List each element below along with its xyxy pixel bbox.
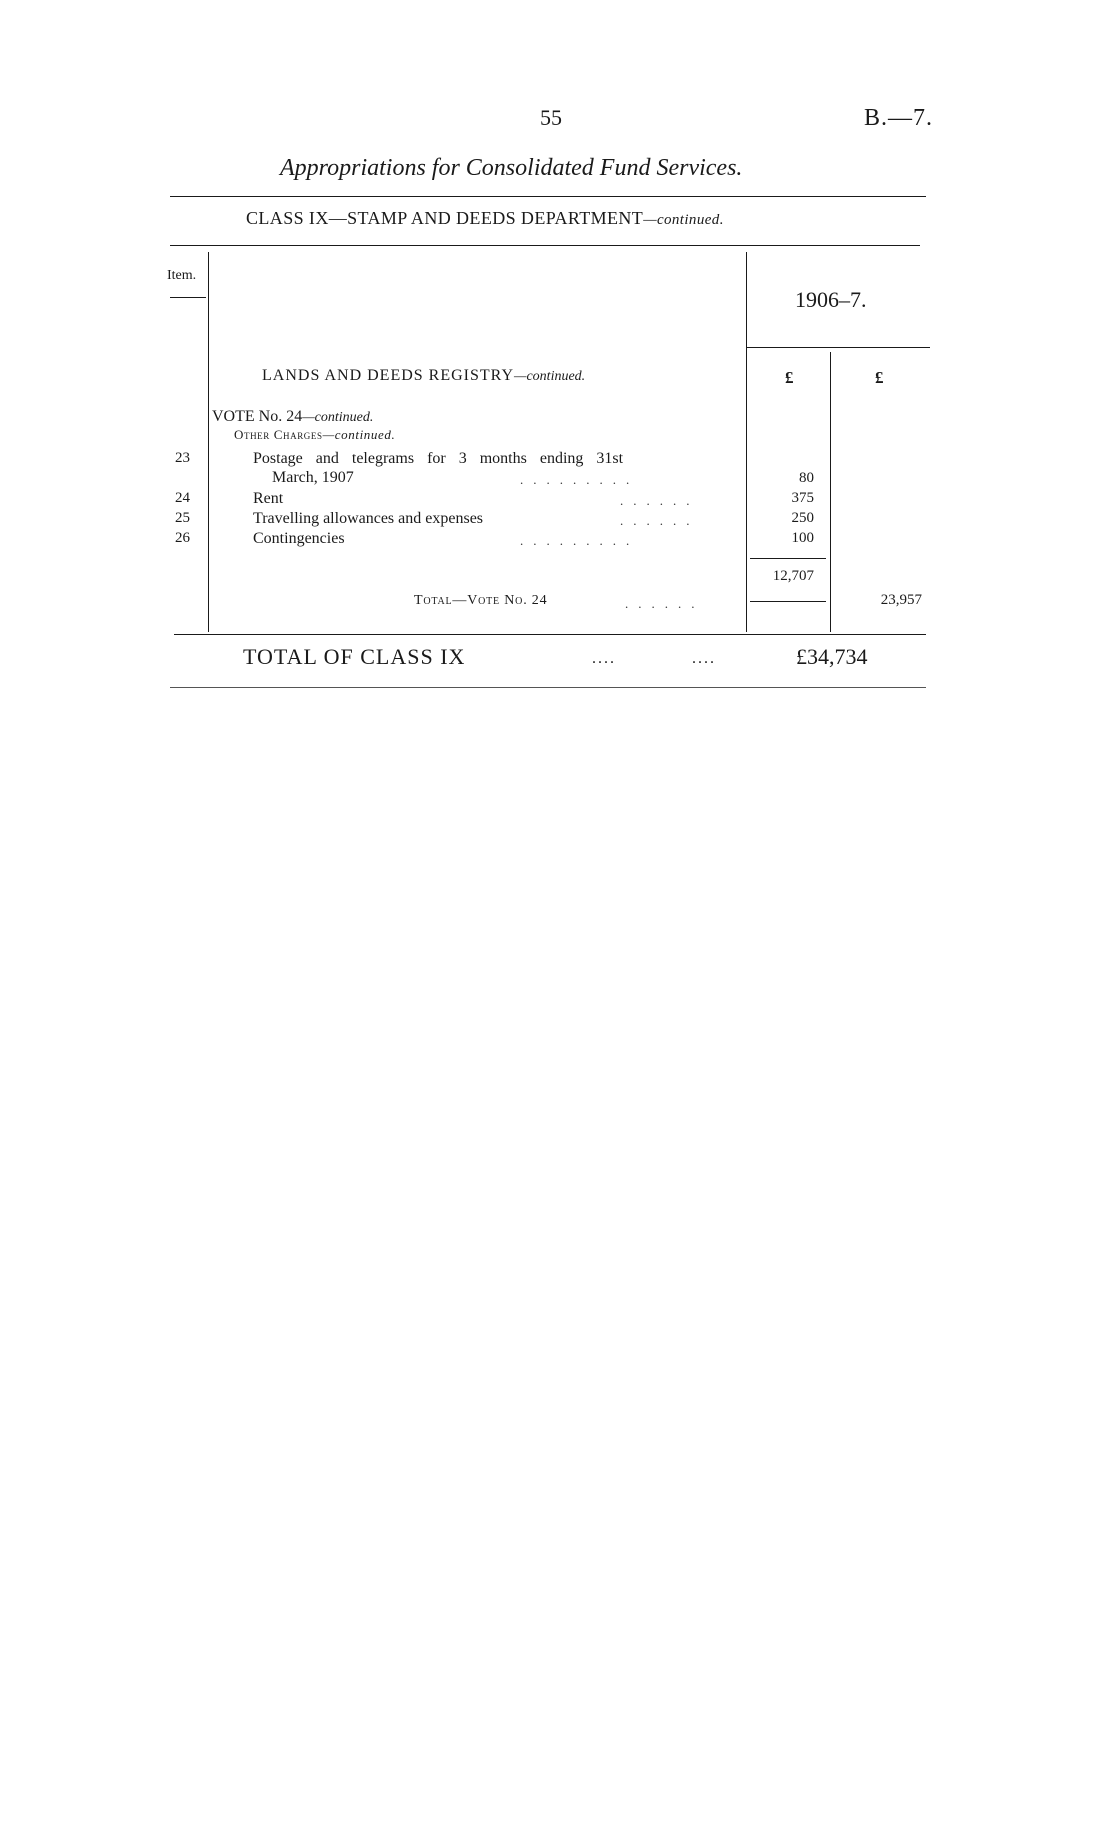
class-total-amount: £34,734: [796, 644, 868, 669]
item-number: 25: [175, 510, 190, 526]
class-heading-text: CLASS IX—STAMP AND DEEDS DEPARTMENT: [246, 208, 644, 228]
subtotal-amount: 12,707: [772, 568, 814, 584]
subsection-heading-text: Other Charges: [234, 427, 323, 442]
year-column-header: 1906–7.: [795, 287, 867, 312]
rule-below-class-total: [170, 687, 926, 688]
vote-total-label: Total—Vote No. 24: [414, 593, 548, 608]
section-heading: [262, 367, 585, 385]
item-number: 23: [175, 450, 190, 466]
item-description-continued: March, 1907: [272, 469, 354, 486]
rule-item-column: [208, 252, 209, 632]
rule-above-table: [170, 245, 920, 246]
item-description: Postage and telegrams for 3 months ending 31st: [253, 450, 624, 467]
rule-total-column: [830, 352, 831, 632]
section-heading-text: LANDS AND DEEDS REGISTRY: [262, 367, 515, 384]
rule-under-year: [746, 347, 930, 348]
class-total-dots: ....: [592, 650, 616, 667]
item-number: 26: [175, 530, 190, 546]
dot-leader: .........: [520, 533, 640, 548]
page-title: Appropriations for Consolidated Fund Services.: [280, 155, 743, 181]
item-amount: 375: [791, 490, 814, 506]
section-heading-suffix: —continued.: [514, 369, 586, 384]
currency-column-1: £: [785, 368, 794, 387]
class-total-label: TOTAL OF CLASS IX: [243, 644, 466, 669]
document-reference: B.—7.: [864, 105, 934, 131]
item-description: Travelling allowances and expenses: [253, 510, 484, 527]
rule-above-subtotal: [750, 558, 826, 559]
dot-leader: ......: [625, 596, 705, 611]
class-heading: [246, 208, 724, 229]
currency-column-2: £: [875, 368, 884, 387]
subsection-heading: [234, 427, 395, 443]
class-total-dots: ....: [692, 650, 716, 667]
vote-heading: [212, 408, 373, 426]
item-amount: 250: [791, 510, 814, 526]
dot-leader: ......: [620, 493, 700, 508]
subsection-heading-suffix: —continued.: [322, 427, 396, 442]
vote-heading-suffix: —continued.: [302, 410, 374, 425]
rule-above-class-total: [174, 634, 926, 635]
class-heading-suffix: —continued.: [643, 212, 724, 228]
item-description: Contingencies: [253, 530, 345, 547]
item-number: 24: [175, 490, 190, 506]
rule-under-title: [170, 196, 926, 197]
page-number: 55: [540, 105, 562, 130]
dot-leader: .........: [520, 472, 640, 487]
rule-below-subtotal: [750, 601, 826, 602]
rule-under-item-header: [170, 297, 206, 298]
item-amount: 80: [799, 470, 814, 486]
item-column-header: Item.: [167, 268, 197, 283]
item-amount: 100: [791, 530, 814, 546]
vote-heading-text: VOTE No. 24: [212, 408, 303, 425]
item-description: Rent: [253, 490, 284, 507]
dot-leader: ......: [620, 513, 700, 528]
vote-total-amount: 23,957: [880, 592, 922, 608]
